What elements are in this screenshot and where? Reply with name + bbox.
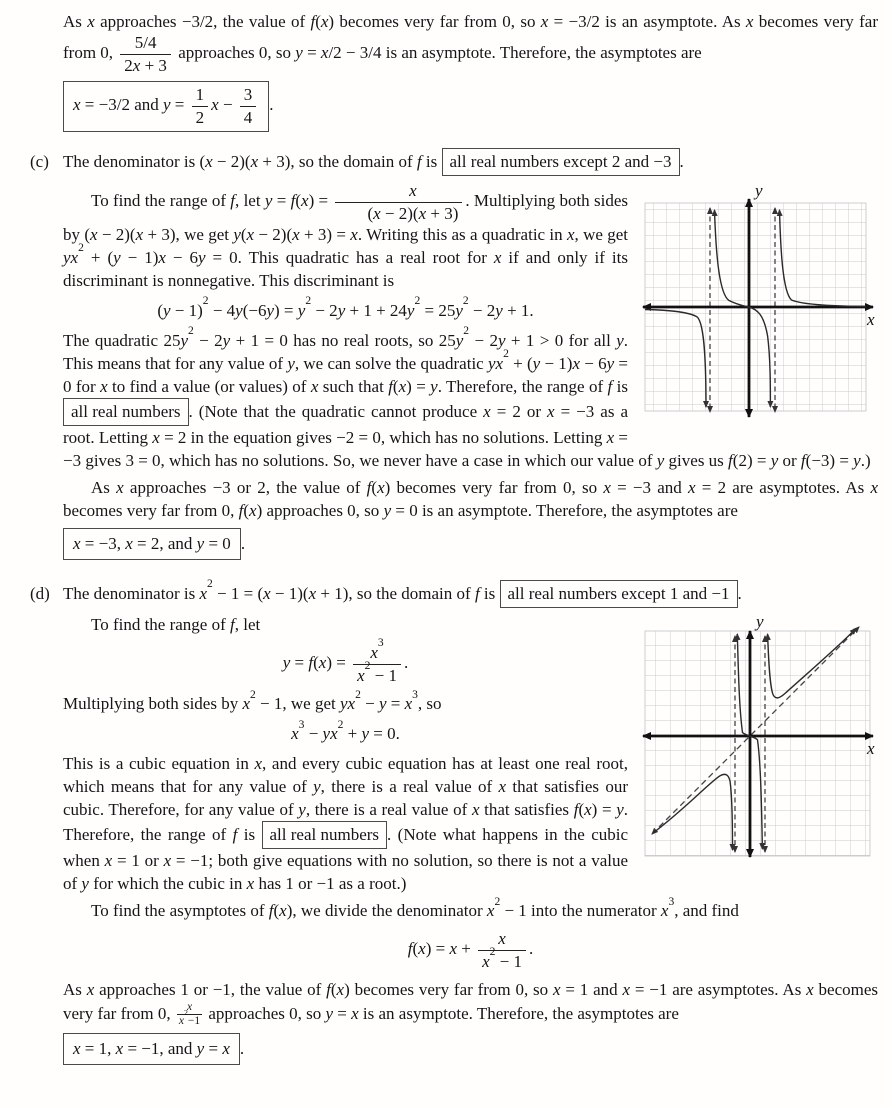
equation-division-result: f(x) = x + $\frac{x}{x^2 - 1}$ .: [407, 929, 534, 971]
answer-box-range-c: all real numbers: [63, 398, 189, 426]
equation-discriminant: $(y - 1)^2 - 4y(-6y) = y^2 - 2y + 1 + 24y^2 = 25y^2 - 2y + 1$.: [157, 294, 534, 321]
answer-box-range-d: all real numbers: [262, 821, 388, 849]
paragraph-c-asymptotes: As x approaches −3 or 2, the value of f(x) becomes very far from 0, so x = −3 and x = 2 are asymptotes. As x becomes very far from 0, f(x) approaches 0, so y = 0 is an asymptote. Therefore, the asymptotes are: [63, 478, 878, 521]
part-c-heading-row: [30, 148, 878, 176]
answer-box-domain-c: all real numbers except 2 and −3: [442, 148, 680, 176]
part-c-domain-sentence: The denominator is (x − 2)(x + 3), so the domain of f is all real numbers except 2 and −3 .: [63, 148, 878, 176]
graph-rational-d: [640, 615, 878, 871]
answer-box-asymptotes-d: x = 1, x = −1, and y = x: [63, 1033, 240, 1065]
section-part-b-conclusion: [63, 10, 878, 132]
paragraph-d-find-asymptotes: To find the asymptotes of f(x), we divide the denominator $x^2 - 1$ into the numerator $x^3$, and find: [91, 894, 739, 921]
paragraph-d-asymptotes-conclusion: As x approaches 1 or −1, the value of f(x) becomes very far from 0, so x = 1 and x = −1 are asymptotes. As x becomes very far from 0, $\frac{x}{x^2-1}$ approaches 0, so y = x is an asymptote. Therefore, the asymptotes are: [63, 980, 879, 1027]
paragraph-c-range-setup: To find the range of f, let y = f(x) = $\frac{x}{(x - 2)(x + 3)}$ . Multiplying both sides by (x − 2)(x + 3), we get y(x − 2)(x + 3) = x. Writing this as a quadratic in x, we get $yx^2 + (y - 1)x - 6y = 0$. This quadratic has a real root for x if and only if its discriminant is nonnegative. This discriminant is: [63, 181, 628, 291]
y-axis-label: y: [755, 183, 763, 201]
part-d-heading-row: [30, 577, 878, 608]
x-axis-label: x: [867, 310, 875, 330]
part-c-label: (c): [30, 152, 49, 172]
answer-period: .: [240, 534, 246, 554]
answer-period: .: [239, 1038, 245, 1058]
answer-line-part-c: [63, 528, 878, 560]
answer-line-part-b: [63, 81, 878, 132]
answer-period: .: [269, 95, 274, 115]
part-d-label: (d): [30, 584, 50, 604]
answer-box-part-b: x = −3/2 and y = $\frac{1}{2}$ x − $\frac{3}{4}$: [63, 81, 269, 132]
part-d-body: [63, 613, 878, 1068]
y-axis-label: y: [756, 615, 764, 632]
answer-box-domain-d: all real numbers except 1 and −1: [500, 580, 738, 608]
part-c-body: [63, 181, 878, 564]
section-part-d: [30, 577, 879, 1068]
x-axis-label: x: [867, 739, 875, 759]
answer-line-part-d: [63, 1033, 878, 1065]
equation-cubic: $x^3 - yx^2 + y = 0$.: [291, 717, 400, 744]
equation-y-equals-fx: y = f(x) = $\frac{x^3}{x^2 - 1}$ .: [282, 636, 409, 685]
section-part-c: [30, 148, 878, 564]
answer-box-asymptotes-c: x = −3, x = 2, and y = 0: [63, 528, 241, 560]
paragraph-part-b-asymptotes: As x approaches −3/2, the value of f(x) becomes very far from 0, so x = −3/2 is an asymptote. As x becomes very far from 0, $\frac{5/4}{2x + 3}$ approaches 0, so y = x/2 − 3/4 is an asymptote. Therefore, the asymptotes are: [63, 12, 878, 75]
part-d-domain-sentence: The denominator is $x^2 - 1 = (x - 1)(x + 1)$, so the domain of f is all real numbers except 1 and −1 .: [63, 580, 878, 608]
paragraph-d-range-intro: To find the range of f, let: [91, 615, 261, 635]
graph-rational-c: [640, 183, 878, 431]
paragraph-c-range-conclusion: The quadratic $25y^2 - 2y + 1 = 0$ has no real roots, so $25y^2 - 2y + 1 > 0$ for all y. This means that for any value of y, we can solve the quadratic $yx^2 + (y - 1)x - 6y = 0$ for x to find a value (or values) of x such that f(x) = y. Therefore, the range of f is all real numbers . (Note that the quadratic cannot produce x = 2 or x = −3 as a root. Letting x = 2 in the equation gives −2 = 0, which has no solutions. Letting x = −3 gives 3 = 0, which has no solutions. So, we never have a case in which our value of y gives us f(2) = y or f(−3) = y.): [63, 324, 871, 471]
paragraph-d-cubic-argument: This is a cubic equation in x, and every cubic equation has at least one real root, which means that for any value of y, there is a real value of x that satisfies our cubic. Therefore, for any value of y, there is a real value of x that satisfies f(x) = y. Therefore, the range of f is all real numbers . (Note what happens in the cubic when x = 1 or x = −1; both give equations with no solution, so there is not a value of y for which the cubic in x has 1 or −1 as a root.): [63, 754, 629, 894]
paragraph-d-multiply: Multiplying both sides by $x^2 - 1$, we get $yx^2 - y = x^3$, so: [63, 687, 442, 714]
